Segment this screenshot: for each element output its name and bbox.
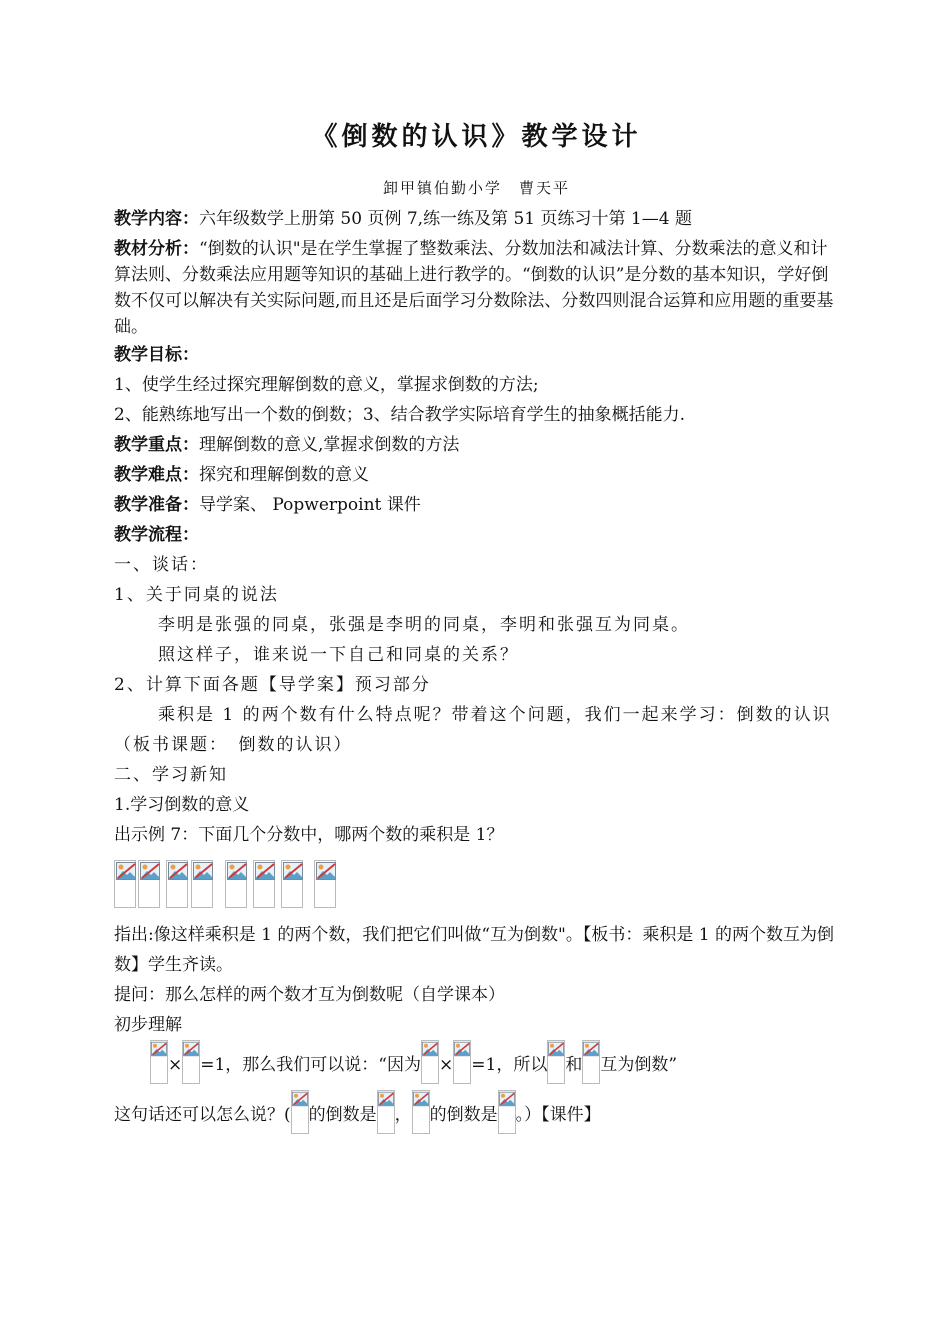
section1-item1: 1、关于同桌的说法 bbox=[114, 585, 279, 605]
goal-1: 1、使学生经过探究理解倒数的意义，掌握求倒数的方法; bbox=[114, 375, 539, 395]
fraction-images-row bbox=[114, 860, 839, 914]
section2-heading: 二、学习新知 bbox=[114, 765, 228, 785]
broken-image-icon bbox=[281, 860, 303, 908]
equation-line bbox=[114, 1040, 839, 1090]
section1-heading: 一、谈话： bbox=[114, 555, 209, 575]
say-start: 这句话还可以怎么说？( bbox=[114, 1105, 291, 1125]
analysis-label: 教材分析： bbox=[114, 239, 199, 259]
say-another-way-line bbox=[114, 1090, 839, 1140]
difficulty-text: 探究和理解倒数的意义 bbox=[199, 465, 369, 485]
broken-image-icon bbox=[314, 860, 336, 908]
goal-2: 2、能熟练地写出一个数的倒数；3、结合教学实际培育学生的抽象概括能力. bbox=[114, 405, 686, 425]
times-sign: × bbox=[168, 1055, 183, 1075]
preparation-text: 导学案、 Popwerpoint 课件 bbox=[199, 495, 421, 515]
equation-text-1: =1，那么我们可以说：“因为 bbox=[200, 1055, 422, 1075]
key-point-label: 教学重点： bbox=[114, 435, 199, 455]
equation-text-2: =1，所以 bbox=[471, 1055, 548, 1075]
say-mid-1: 的倒数是 bbox=[308, 1105, 377, 1125]
say-end: 。）【课件】 bbox=[515, 1105, 601, 1125]
process-label: 教学流程： bbox=[114, 525, 199, 545]
broken-image-icon bbox=[377, 1090, 395, 1134]
broken-image-icon bbox=[421, 1040, 439, 1084]
question-text: 提问：那么怎样的两个数才互为倒数呢（自学课本） bbox=[114, 985, 505, 1005]
broken-image-icon bbox=[225, 860, 247, 908]
section2-sub1: 1.学习倒数的意义 bbox=[114, 795, 250, 815]
broken-image-icon bbox=[182, 1040, 200, 1084]
times-sign-2: × bbox=[439, 1055, 454, 1075]
difficulty-label: 教学难点： bbox=[114, 465, 199, 485]
content-text: 六年级数学上册第 50 页例 7,练一练及第 51 页练习十第 1—4 题 bbox=[199, 209, 692, 229]
key-point-paragraph bbox=[114, 430, 839, 460]
key-point-text: 理解倒数的意义,掌握求倒数的方法 bbox=[199, 435, 460, 455]
broken-image-icon bbox=[412, 1090, 430, 1134]
content-label: 教学内容： bbox=[114, 209, 199, 229]
section1-item1-line1: 李明是张强的同桌，张强是李明的同桌，李明和张强互为同桌。 bbox=[158, 615, 690, 635]
broken-image-icon bbox=[453, 1040, 471, 1084]
broken-image-icon bbox=[291, 1090, 309, 1134]
preparation-paragraph bbox=[114, 490, 839, 520]
say-comma: ， bbox=[394, 1105, 412, 1125]
section1-item2: 2、计算下面各题【导学案】预习部分 bbox=[114, 675, 431, 695]
analysis-paragraph bbox=[114, 236, 839, 340]
broken-image-icon bbox=[138, 860, 160, 908]
broken-image-icon bbox=[166, 860, 188, 908]
broken-image-icon bbox=[191, 860, 213, 908]
broken-image-icon bbox=[150, 1040, 168, 1084]
content-paragraph bbox=[114, 204, 839, 234]
equation-end: 互为倒数” bbox=[600, 1055, 678, 1075]
preparation-label: 教学准备： bbox=[114, 495, 199, 515]
goals-label: 教学目标： bbox=[114, 345, 199, 365]
say-mid-2: 的倒数是 bbox=[429, 1105, 498, 1125]
broken-image-icon bbox=[114, 860, 136, 908]
broken-image-icon bbox=[547, 1040, 565, 1084]
initial-understanding: 初步理解 bbox=[114, 1015, 182, 1035]
section1-item1-line2: 照这样子，谁来说一下自己和同桌的关系？ bbox=[158, 645, 519, 665]
page-title: 《倒数的认识》教学设计 bbox=[311, 122, 642, 152]
broken-image-icon bbox=[582, 1040, 600, 1084]
broken-image-icon bbox=[253, 860, 275, 908]
document-page bbox=[114, 118, 839, 1140]
difficulty-paragraph bbox=[114, 460, 839, 490]
analysis-text: “倒数的认识"是在学生掌握了整数乘法、分数加法和减法计算、分数乘法的意义和计算法则、分数乘法应用题等知识的基础上进行教学的。“倒数的认识”是分数的基本知识，学好倒数不仅可以解决有关实际问题,而且还是后面学习分数除法、分数四则混合运算和应用题的重要基础。 bbox=[114, 239, 834, 337]
section1-item2-text: 乘积是 1 的两个数有什么特点呢？带着这个问题，我们一起来学习：倒数的认识（板书课题： 倒数的认识） bbox=[114, 705, 832, 755]
point-out-text: 指出:像这样乘积是 1 的两个数，我们把它们叫做“互为倒数"。【板书：乘积是 1 的两个数互为倒数】学生齐读。 bbox=[114, 925, 834, 975]
example-text: 出示例 7：下面几个分数中，哪两个数的乘积是 1？ bbox=[114, 825, 504, 845]
author-line: 卸甲镇伯勤小学 曹天平 bbox=[382, 179, 570, 197]
equation-and: 和 bbox=[565, 1055, 583, 1075]
broken-image-icon bbox=[498, 1090, 516, 1134]
